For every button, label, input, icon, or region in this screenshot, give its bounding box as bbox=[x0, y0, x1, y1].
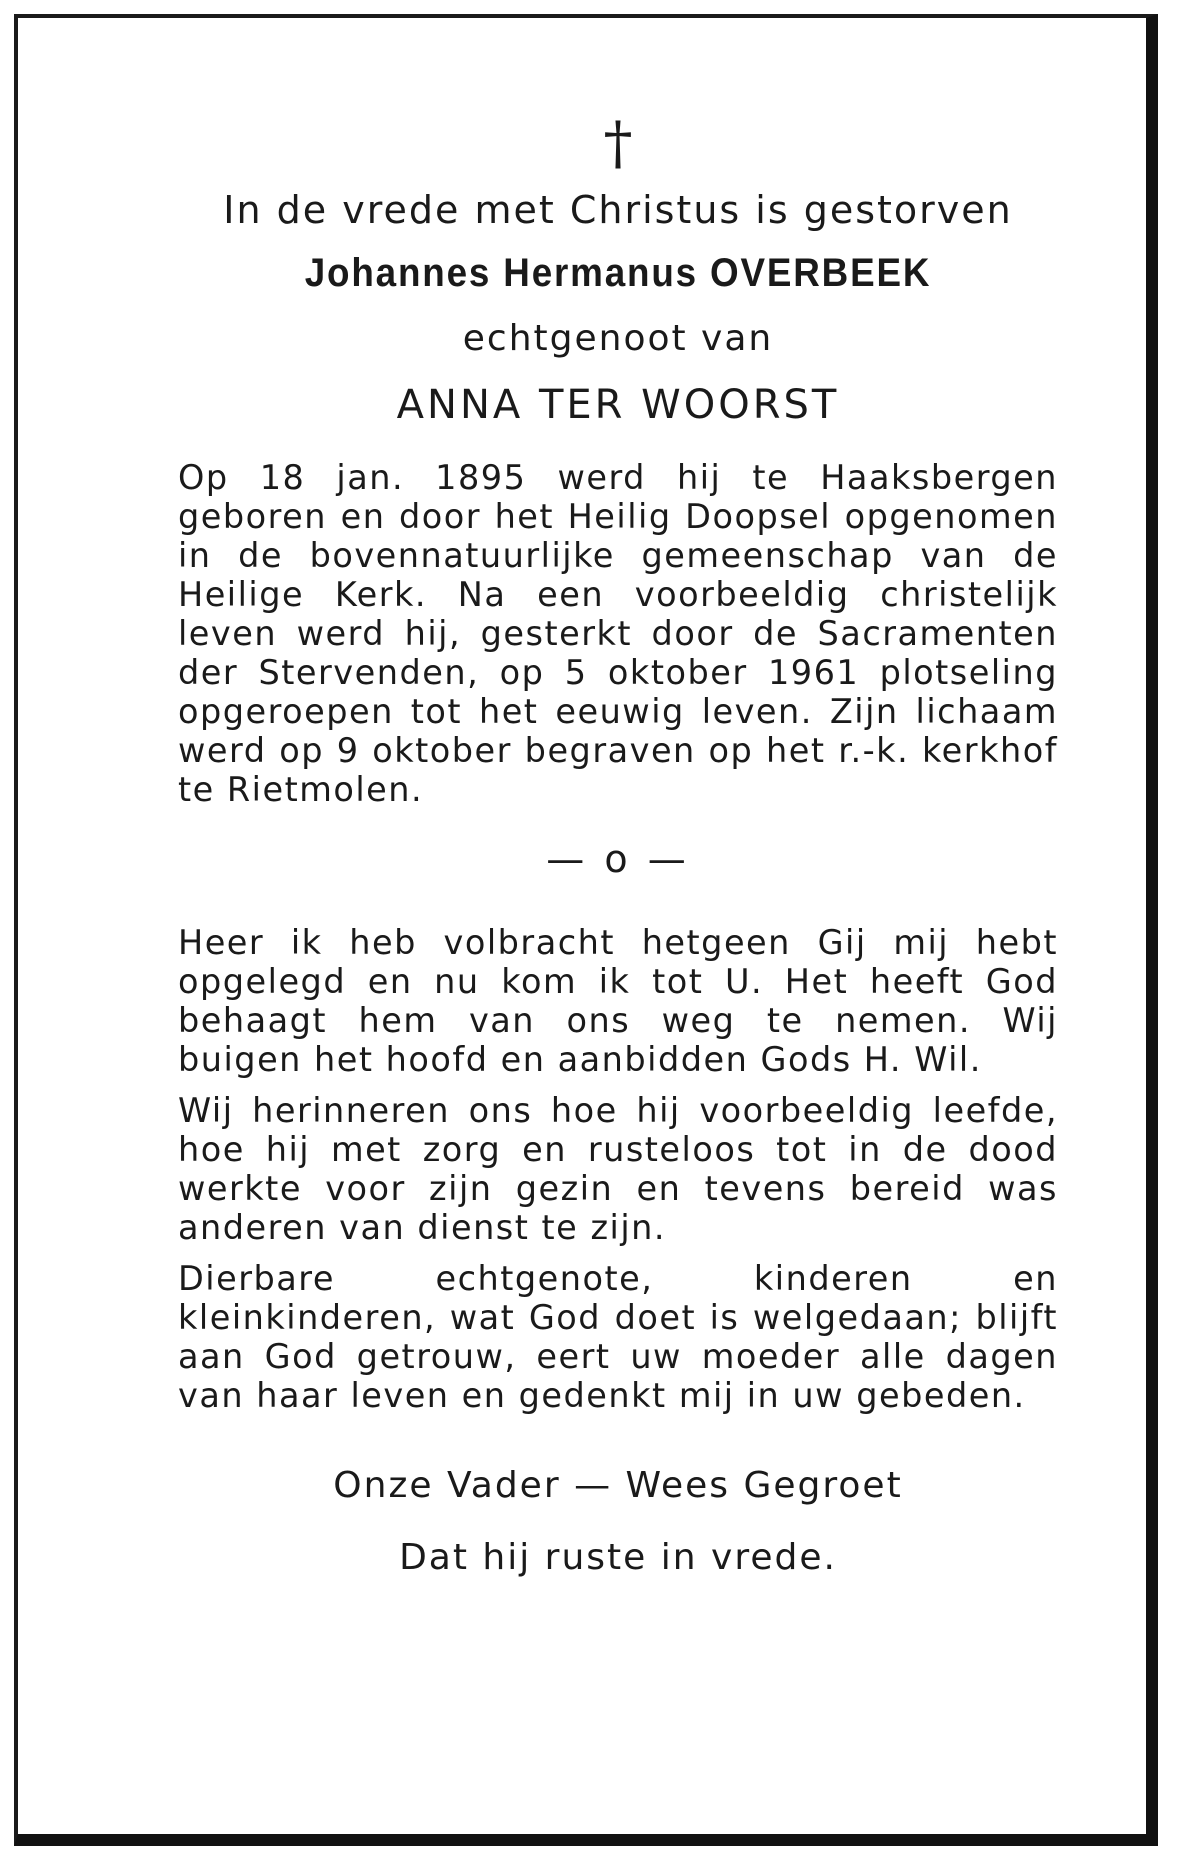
memorial-card bbox=[14, 14, 1158, 1846]
divider-ornament: — o — bbox=[546, 837, 690, 881]
spouse-label: echtgenoot van bbox=[462, 318, 774, 359]
cross-icon: † bbox=[603, 109, 633, 177]
prayer-paragraph-2: Wij herinneren ons hoe hij voorbeeldig leefde, hoe hij met zorg en rusteloos tot in de dood werkte voor zijn gezin en tevens bereid was anderen van dienst te zijn. bbox=[178, 1091, 1058, 1247]
prayer-paragraph-3: Dierbare echtgenote, kinderen en kleinkinderen, wat God doet is welgedaan; blijft aan God getrouw, eert uw moeder alle dagen van haar leven en gedenkt mij in uw gebeden. bbox=[178, 1259, 1058, 1415]
prayers-line: Onze Vader — Wees Gegroet bbox=[333, 1465, 903, 1506]
spouse-name: ANNA TER WOORST bbox=[396, 382, 840, 428]
biography-paragraph: Op 18 jan. 1895 werd hij te Haaksbergen geboren en door het Heilig Doopsel opgenomen in de bovennatuurlijke gemeenschap van de Heilige Kerk. Na een voorbeeldig christelijk leven werd hij, gesterkt door de Sacramenten der Stervenden, op 5 oktober 1961 plotseling opgeroepen tot het eeuwig leven. Zijn lichaam werd op 9 oktober begraven op het r.-k. kerkhof te Rietmolen. bbox=[178, 458, 1058, 809]
deceased-name: Johannes Hermanus OVERBEEK bbox=[304, 251, 932, 295]
prayer-paragraph-1: Heer ik heb volbracht hetgeen Gij mij hebt opgelegd en nu kom ik tot U. Het heeft God behaagt hem van ons weg te nemen. Wij buigen het hoofd en aanbidden Gods H. Wil. bbox=[178, 923, 1058, 1079]
intro-line: In de vrede met Christus is gestorven bbox=[223, 188, 1013, 232]
closing-line: Dat hij ruste in vrede. bbox=[399, 1537, 837, 1578]
card-content bbox=[178, 108, 1058, 1583]
